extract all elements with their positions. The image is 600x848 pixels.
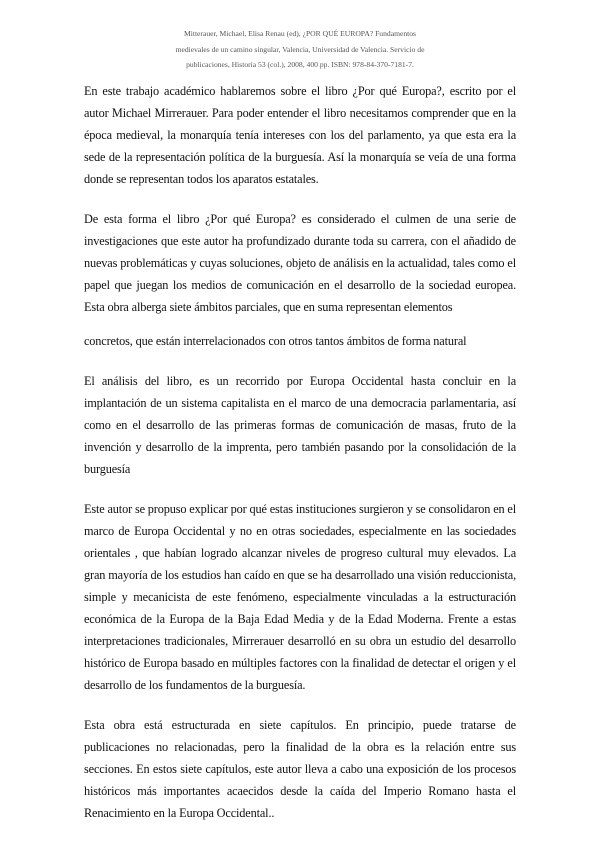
citation-line-1: Mitterauer, Michael, Elisa Renau (ed), ¿POR QUÉ EUROPA? Fundamentos <box>183 29 417 38</box>
paragraph-concretos: concretos, que están interrelacionados con otros tantos ámbitos de forma natural <box>84 334 467 348</box>
paragraph-estructura: Esta obra está estructurada en siete capítulos. En principio, puede tratarse de publicaciones no relacionadas, pero la finalidad de la obra es la relación entre sus secciones. En estos siete capítulos, este autor lleva a cabo una exposición de los procesos históricos más importantes acaecidos desde la caída del Imperio Romano hasta el Renacimiento en la Europa Occidental.. <box>84 718 516 820</box>
citation-line-2: medievales de un camino singular, Valencia, Universidad de Valencia. Servicio de <box>175 44 425 54</box>
paragraph-analisis: El análisis del libro, es un recorrido por Europa Occidental hasta concluir en la implantación de un sistema capitalista en el marco de una democracia parlamentaria, así como en el desarrollo de las primeras formas de comunicación de masas, fruto de la invención y desarrollo de la imprenta, pero también pasando por la consolidación de la burguesía <box>84 374 516 476</box>
bibliographic-citation <box>150 26 450 73</box>
paragraph-culmen: De esta forma el libro ¿Por qué Europa? es considerado el culmen de una serie de investigaciones que este autor ha profundizado durante toda su carrera, con el añadido de nuevas problemáticas y cuyas soluciones, objeto de análisis en la actualidad, tales como el papel que juegan los medios de comunicación en el desarrollo de la sociedad europea. Esta obra alberga siete ámbitos parciales, que en suma representan elementos <box>84 212 516 314</box>
paragraph-autor: Este autor se propuso explicar por qué estas instituciones surgieron y se consolidaron en el marco de Europa Occidental y no en otras sociedades, especialmente en las sociedades orientales , que habían logrado alcanzar niveles de progreso cultural muy elevados. La gran mayoría de los estudios han caído en que se ha desarrollado una visión reduccionista, simple y mecanicista de este fenómeno, especialmente vinculadas a la estructuración económica de la Europa de la Baja Edad Media y de la Edad Moderna. Frente a estas interpretaciones tradicionales, Mirrerauer desarrolló en su obra un estudio del desarrollo histórico de Europa basado en múltiples factores con la finalidad de detectar el origen y el desarrollo de los fundamentos de la burguesía. <box>84 502 516 692</box>
citation-line-3: publicaciones, Historia 53 (col.), 2008, 400 pp. ISBN: 978-84-370-7181-7. <box>186 60 414 69</box>
paragraph-intro: En este trabajo académico hablaremos sobre el libro ¿Por qué Europa?, escrito por el autor Michael Mirrerauer. Para poder entender el libro necesitamos comprender que en la época medieval, la monarquía tenía intereses con los del parlamento, ya que esta era la sede de la representación política de la burguesía. Así la monarquía se veía de una forma donde se representan todos los aparatos estatales. <box>84 84 516 186</box>
body-text <box>84 80 516 824</box>
